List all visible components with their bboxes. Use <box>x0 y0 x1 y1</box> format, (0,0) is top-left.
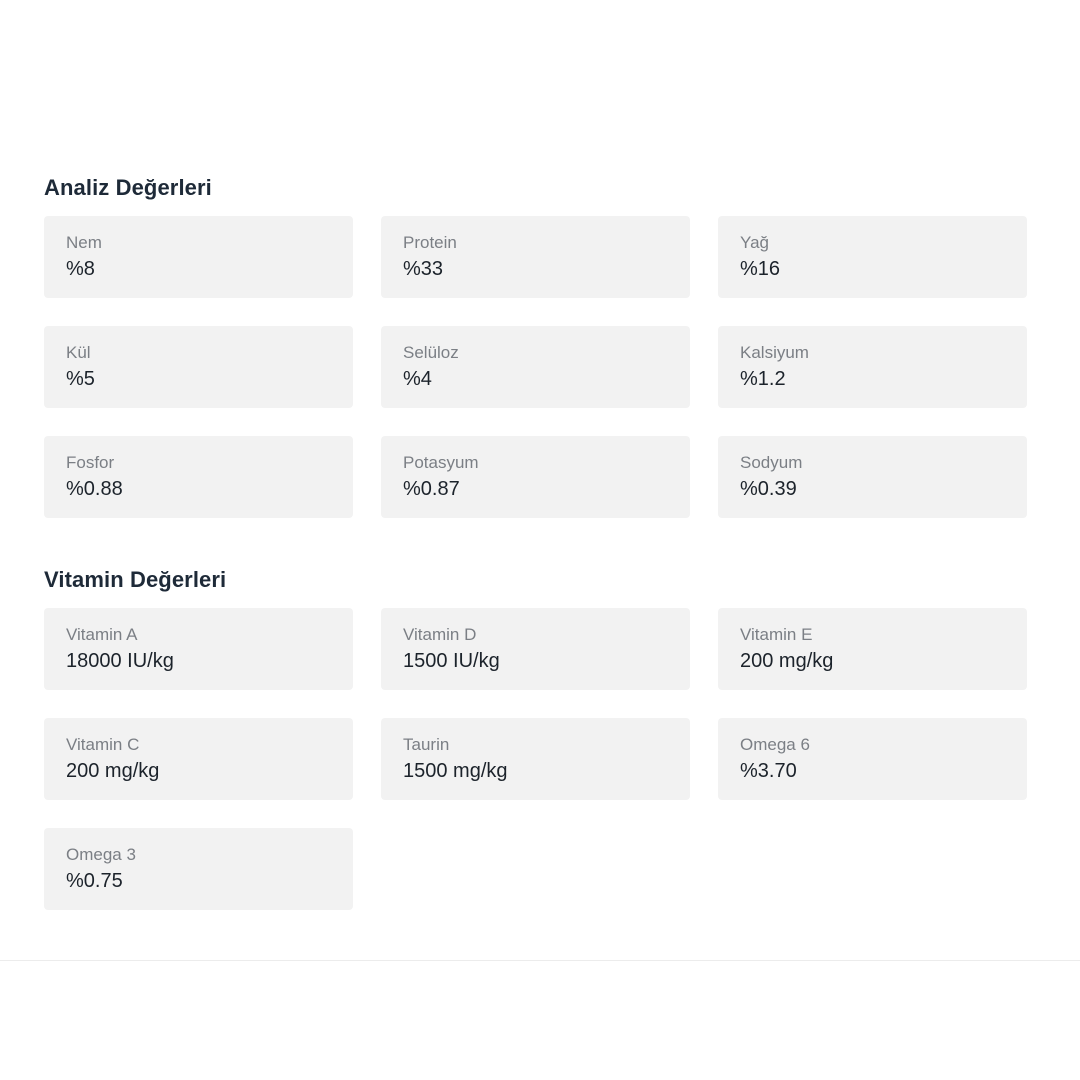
analysis-card-sodyum <box>718 436 1027 518</box>
analysis-card-value: %5 <box>66 368 95 390</box>
analysis-card-label: Potasyum <box>403 453 479 472</box>
analysis-card-value: %0.88 <box>66 478 123 500</box>
vitamin-card-value: 1500 IU/kg <box>403 650 500 672</box>
analysis-card-value: %16 <box>740 258 781 280</box>
vitamin-card-omega-3 <box>44 828 353 910</box>
analysis-card-value: %4 <box>403 368 432 390</box>
vitamin-card-label: Vitamin D <box>403 625 477 644</box>
vitamin-card-value: 18000 IU/kg <box>66 650 174 672</box>
vitamin-values-section <box>44 565 1028 910</box>
vitamin-card-vitamin-e <box>718 608 1027 690</box>
analysis-card-value: %33 <box>403 258 444 280</box>
analysis-card-label: Selüloz <box>403 343 459 362</box>
analysis-card-label: Yağ <box>740 233 769 252</box>
analysis-card-value: %0.87 <box>403 478 460 500</box>
vitamin-card-label: Vitamin E <box>740 625 813 644</box>
analysis-card-seluloz <box>381 326 690 408</box>
analysis-card-kul <box>44 326 353 408</box>
analysis-card-label: Kalsiyum <box>740 343 809 362</box>
analysis-card-label: Nem <box>66 233 102 252</box>
analysis-values-section <box>44 173 1028 518</box>
analysis-card-value: %1.2 <box>740 368 786 390</box>
vitamin-card-vitamin-d <box>381 608 690 690</box>
vitamin-card-label: Taurin <box>403 735 450 754</box>
vitamin-card-label: Vitamin C <box>66 735 140 754</box>
analysis-card-yag <box>718 216 1027 298</box>
analysis-values-title: Analiz Değerleri <box>44 175 212 200</box>
analysis-card-protein <box>381 216 690 298</box>
vitamin-card-value: %0.75 <box>66 870 123 892</box>
analysis-card-label: Kül <box>66 343 91 362</box>
vitamin-card-taurin <box>381 718 690 800</box>
vitamin-values-title: Vitamin Değerleri <box>44 567 227 592</box>
analysis-card-potasyum <box>381 436 690 518</box>
analysis-card-kalsiyum <box>718 326 1027 408</box>
analysis-card-nem <box>44 216 353 298</box>
vitamin-values-grid <box>44 608 1028 910</box>
analysis-values-grid <box>44 216 1028 518</box>
analysis-card-value: %0.39 <box>740 478 797 500</box>
vitamin-card-value: 200 mg/kg <box>66 760 160 782</box>
vitamin-card-label: Omega 6 <box>740 735 810 754</box>
vitamin-card-label: Omega 3 <box>66 845 136 864</box>
vitamin-card-value: 200 mg/kg <box>740 650 834 672</box>
analysis-card-label: Fosfor <box>66 453 115 472</box>
vitamin-card-label: Vitamin A <box>66 625 138 644</box>
vitamin-card-omega-6 <box>718 718 1027 800</box>
analysis-card-label: Protein <box>403 233 457 252</box>
vitamin-card-value: %3.70 <box>740 760 797 782</box>
vitamin-card-vitamin-a <box>44 608 353 690</box>
vitamin-card-value: 1500 mg/kg <box>403 760 508 782</box>
analysis-card-value: %8 <box>66 258 95 280</box>
bottom-divider <box>0 960 1080 961</box>
analysis-card-fosfor <box>44 436 353 518</box>
analysis-card-label: Sodyum <box>740 453 803 472</box>
vitamin-card-vitamin-c <box>44 718 353 800</box>
